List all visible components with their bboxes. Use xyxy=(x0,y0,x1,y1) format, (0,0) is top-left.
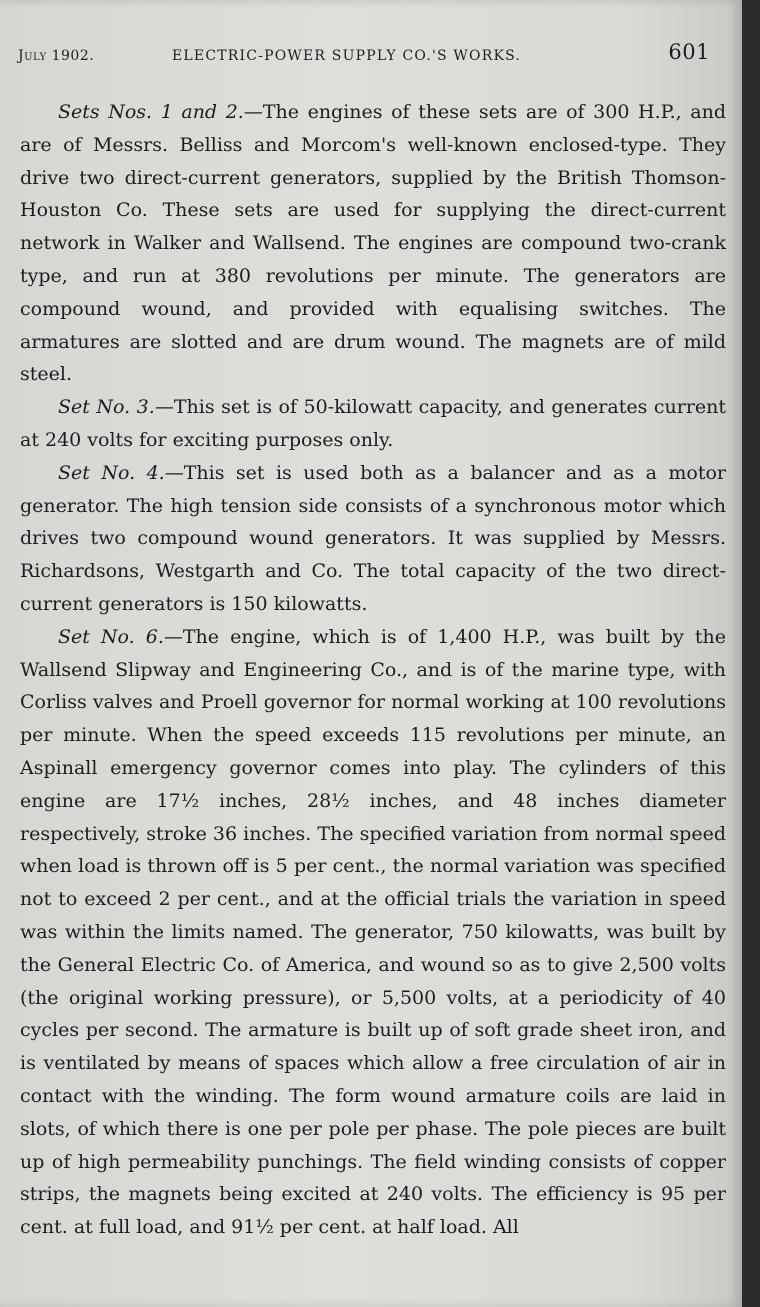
page-number: 601 xyxy=(668,40,710,64)
header-date: July 1902. xyxy=(18,48,95,64)
paragraph-lead: Set No. 4. xyxy=(58,461,165,484)
running-title: ELECTRIC-POWER SUPPLY CO.'S WORKS. xyxy=(172,48,522,64)
paragraph-text: —The engines of these sets are of 300 H.P., and are of Messrs. Belliss and Morcom's well-known enclosed-type. They drive two direct-current generators, supplied by the British Thomson-Houston Co. These sets are used for supplying the direct-current network in Walker and Wallsend. The engines are compound two-crank type, and run at 380 revolutions per minute. The generators are compound wound, and provided with equalising switches. The armatures are slotted and are drum wound. The magnets are of mild steel. xyxy=(20,101,726,386)
paragraph-text: —This set is of 50-kilowatt capacity, and generates current at 240 volts for exciting purposes only. xyxy=(20,396,727,451)
paragraph-set-4 xyxy=(20,457,726,621)
paragraph-set-6 xyxy=(20,621,726,1244)
paragraph-lead: Set No. 6. xyxy=(58,625,164,648)
paragraph-lead: Set No. 3. xyxy=(58,396,155,419)
paragraph-set-3 xyxy=(20,391,726,457)
paragraph-lead: Sets Nos. 1 and 2. xyxy=(58,101,244,123)
paragraph-text: —This set is used both as a balancer and as a motor generator. The high tension side consists of a synchronous motor which drives two compound wound generators. It was supplied by Messrs. Richardsons, Westgarth and Co. The total capacity of the two direct-current generators is 150 kilowatts. xyxy=(20,461,726,615)
page-header xyxy=(18,40,710,66)
paragraph-sets-1-2 xyxy=(20,96,726,391)
paragraph-text: —The engine, which is of 1,400 H.P., was built by the Wallsend Slipway and Engineering Co., and is of the marine type, with Corliss valves and Proell governor for normal working at 100 revolutions per minute. When the speed exceeds 115 revolutions per minute, an Aspinall emergency governor comes into play. The cylinders of this engine are 17½ inches, 28½ inches, and 48 inches diameter respectively, stroke 36 inches. The specified variation from normal speed when load is thrown off is 5 per cent., the normal variation was specified not to exceed 2 per cent., and at the official trials the variation in speed was within the limits named. The generator, 750 kilowatts, was built by the General Electric Co. of America, and wound so as to give 2,500 volts (the original working pressure), or 5,500 volts, at a periodicity of 40 cycles per second. The armature is built up of soft grade sheet iron, and is ventilated by means of spaces which allow a free circulation of air in contact with the winding. The form wound armature coils are laid in slots, of which there is one per pole per phase. The pole pieces are built up of high permeability punchings. The field winding consists of copper strips, the magnets being excited at 240 volts. The efficiency is 95 per cent. at full load, and 91½ per cent. at half load. All xyxy=(20,625,726,1239)
body-text xyxy=(20,96,726,1244)
